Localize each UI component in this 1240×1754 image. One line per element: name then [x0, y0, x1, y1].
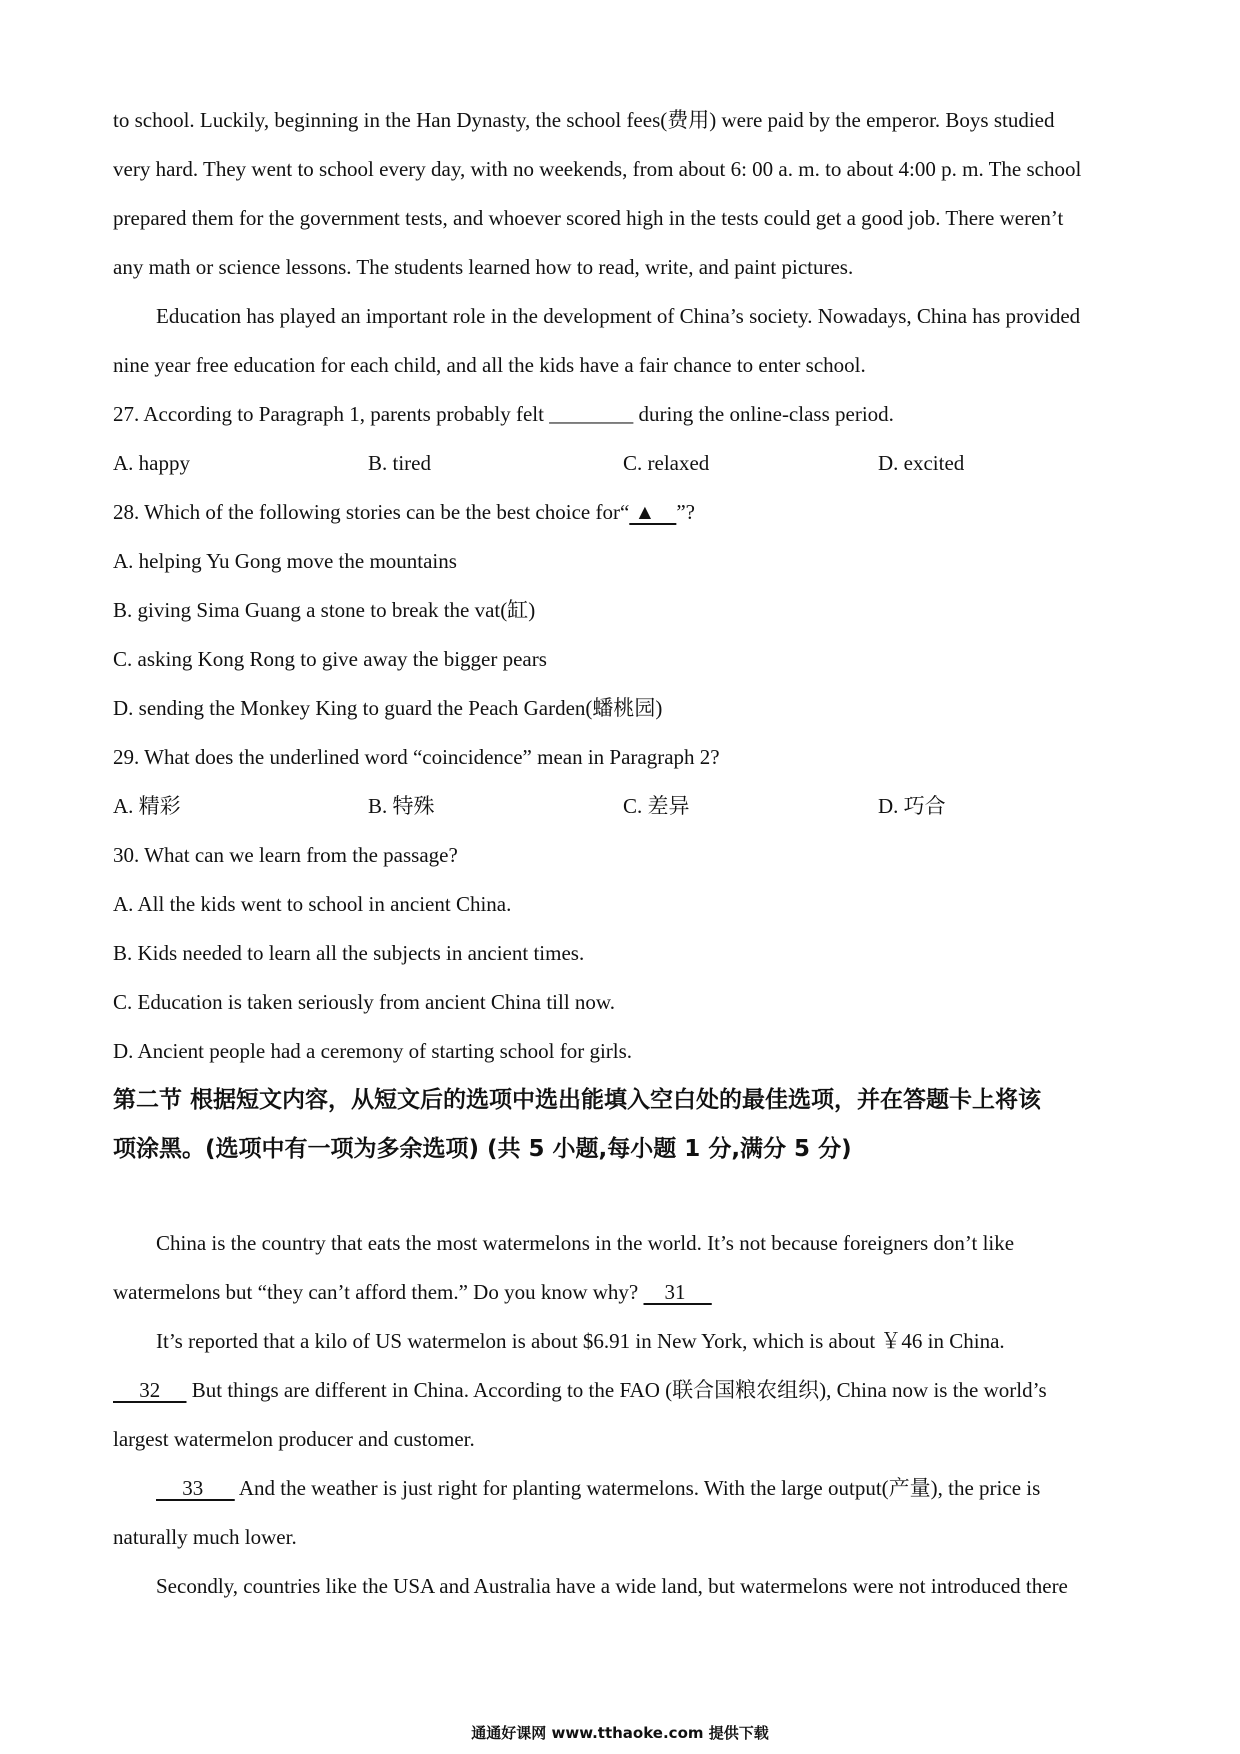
option-c: C. Education is taken seriously from ancient China till now. — [113, 990, 615, 1014]
option-b: B. tired — [368, 451, 431, 475]
option-d: D. 巧合 — [878, 794, 946, 818]
passage-line: China is the country that eats the most watermelons in the world. It’s not because foreigners don’t like — [156, 1231, 1015, 1255]
option-b: B. giving Sima Guang a stone to break the vat(缸) — [113, 598, 536, 622]
passage-line: naturally much lower. — [113, 1525, 297, 1549]
option-d: D. sending the Monkey King to guard the Peach Garden(蟠桃园) — [113, 696, 663, 720]
option-b: B. Kids needed to learn all the subjects in ancient times. — [113, 941, 585, 965]
question-text: during the online-class period. — [633, 402, 894, 426]
option-c: C. asking Kong Rong to give away the bigger pears — [113, 647, 547, 671]
passage-text: watermelons but “they can’t afford them.” Do you know why? — [113, 1280, 644, 1304]
passage-line: very hard. They went to school every day, with no weekends, from about 6: 00 a. m. to about 4:00 p. m. The school — [113, 157, 1082, 181]
page-footer: 通通好课网 www.tthaoke.com 提供下载 — [471, 1724, 769, 1742]
section-heading: 第二节 根据短文内容，从短文后的选项中选出能填入空白处的最佳选项，并在答题卡上将该 — [113, 1087, 1042, 1113]
passage-line: nine year free education for each child, and all the kids have a fair chance to enter school. — [113, 353, 866, 377]
question-27 — [113, 390, 1133, 439]
answer-blank: ________ — [549, 402, 634, 426]
passage-line: Education has played an important role in the development of China’s society. Nowadays, China has provided — [156, 304, 1081, 328]
question-29-options — [113, 782, 1133, 831]
triangle-blank: ▲ — [629, 500, 677, 524]
blank-31: 31 — [643, 1280, 712, 1304]
passage-line: largest watermelon producer and customer. — [113, 1427, 475, 1451]
passage-line: Secondly, countries like the USA and Australia have a wide land, but watermelons were not introduced there — [156, 1574, 1068, 1598]
blank-33: 33 — [156, 1476, 235, 1500]
question-27-options — [113, 439, 1133, 488]
option-b: B. 特殊 — [368, 794, 435, 818]
page-content — [113, 96, 1133, 1611]
passage-line: any math or science lessons. The students learned how to read, write, and paint pictures. — [113, 255, 854, 279]
spacer — [113, 1174, 1133, 1219]
question-text: 27. According to Paragraph 1, parents probably felt — [113, 402, 550, 426]
option-c: C. relaxed — [623, 451, 710, 475]
question-30: 30. What can we learn from the passage? — [113, 843, 458, 867]
option-d: D. Ancient people had a ceremony of starting school for girls. — [113, 1039, 633, 1063]
passage-line: to school. Luckily, beginning in the Han Dynasty, the school fees(费用) were paid by the emperor. Boys studied — [113, 108, 1055, 132]
passage-line: prepared them for the government tests, and whoever scored high in the tests could get a good job. There weren’t — [113, 206, 1064, 230]
blank-32: 32 — [113, 1378, 187, 1402]
passage-text: But things are different in China. According to the FAO (联合国粮农组织), China now is the world’s — [186, 1378, 1047, 1402]
option-a: A. helping Yu Gong move the mountains — [113, 549, 457, 573]
passage-line: It’s reported that a kilo of US watermelon is about $6.91 in New York, which is about ￥46 in China. — [156, 1329, 1005, 1353]
question-29: 29. What does the underlined word “coincidence” mean in Paragraph 2? — [113, 745, 720, 769]
passage-line — [113, 1268, 1133, 1317]
option-c: C. 差异 — [623, 794, 690, 818]
section-heading: 项涂黑。(选项中有一项为多余选项) (共 5 小题,每小题 1 分,满分 5 分) — [113, 1136, 852, 1162]
question-text: 28. Which of the following stories can be the best choice for“ — [113, 500, 630, 524]
option-a: A. All the kids went to school in ancient China. — [113, 892, 512, 916]
question-28 — [113, 488, 1133, 537]
passage-line — [113, 1464, 1133, 1513]
option-a: A. happy — [113, 451, 190, 475]
question-text: ”? — [676, 500, 695, 524]
passage-line — [113, 1366, 1133, 1415]
option-a: A. 精彩 — [113, 794, 181, 818]
passage-text: And the weather is just right for planting watermelons. With the large output(产量), the price is — [234, 1476, 1041, 1500]
option-d: D. excited — [878, 451, 965, 475]
